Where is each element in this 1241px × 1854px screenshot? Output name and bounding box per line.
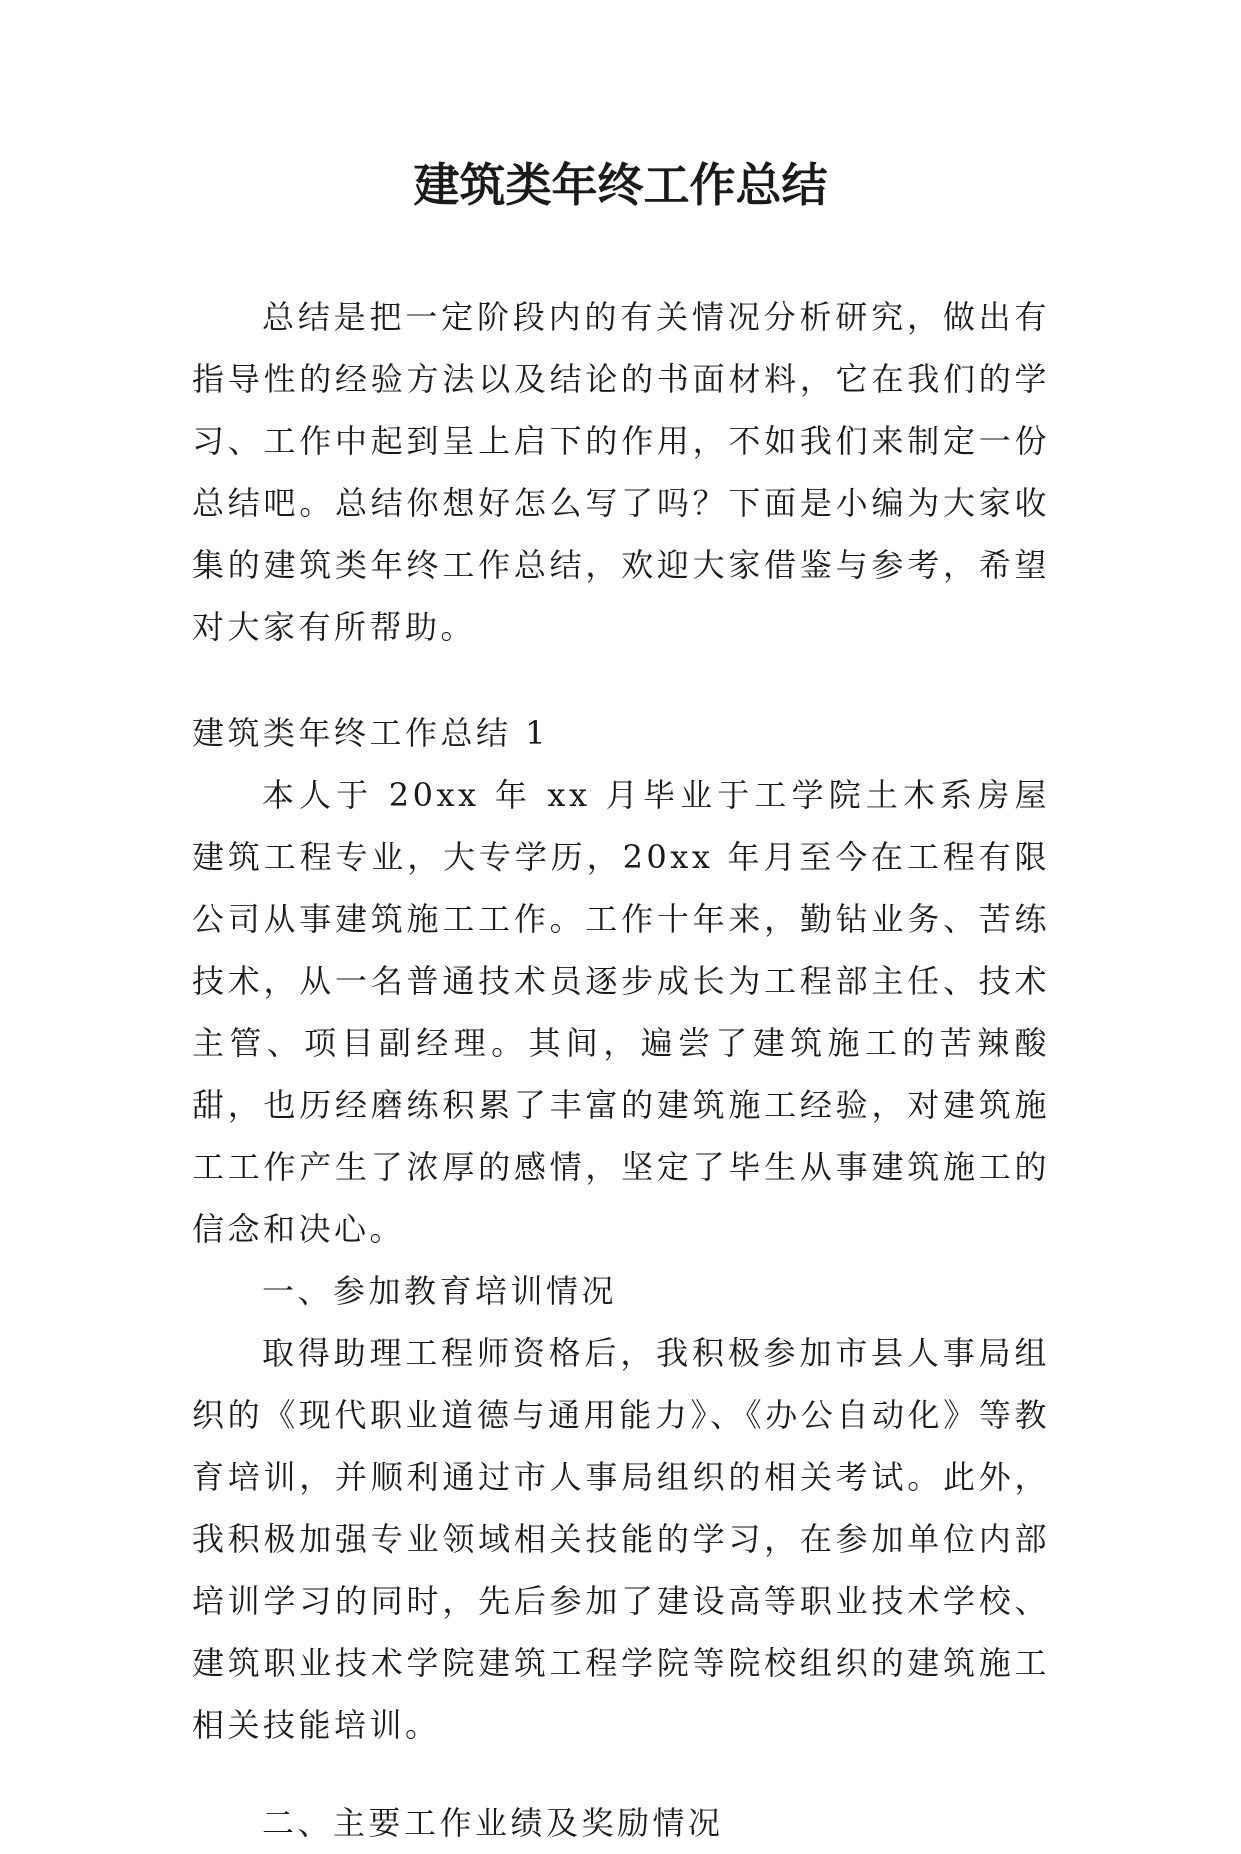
document-title: 建筑类年终工作总结	[413, 158, 828, 212]
document-body	[192, 286, 1050, 1854]
intro-paragraph: 总结是把一定阶段内的有关情况分析研究，做出有指导性的经验方法以及结论的书面材料，它在我们的学习、工作中起到呈上启下的作用，不如我们来制定一份总结吧。总结你想好怎么写了吗？下面是小编为大家收集的建筑类年终工作总结，欢迎大家借鉴与参考，希望对大家有所帮助。	[192, 298, 1050, 646]
section-title: 建筑类年终工作总结 1	[192, 714, 550, 752]
paragraph-background: 本人于 20xx 年 xx 月毕业于工学院土木系房屋建筑工程专业，大专学历，20xx 年月至今在工程有限公司从事建筑施工工作。工作十年来，勤钻业务、苦练技术，从一名普通技术员逐步成长为工程部主任、技术主管、项目副经理。其间，遍尝了建筑施工的苦辣酸甜，也历经磨练积累了丰富的建筑施工经验，对建筑施工工作产生了浓厚的感情，坚定了毕生从事建筑施工的信念和决心。	[192, 776, 1050, 1248]
heading-education-training: 一、参加教育培训情况	[262, 1272, 618, 1310]
paragraph-education-training: 取得助理工程师资格后，我积极参加市县人事局组织的《现代职业道德与通用能力》、《办公自动化》等教育培训，并顺利通过市人事局组织的相关考试。此外，我积极加强专业领域相关技能的学习，在参加单位内部培训学习的同时，先后参加了建设高等职业技术学校、建筑职业技术学院建筑工程学院等院校组织的建筑施工相关技能培训。	[192, 1334, 1050, 1744]
heading-achievements-awards: 二、主要工作业绩及奖励情况	[262, 1804, 724, 1842]
